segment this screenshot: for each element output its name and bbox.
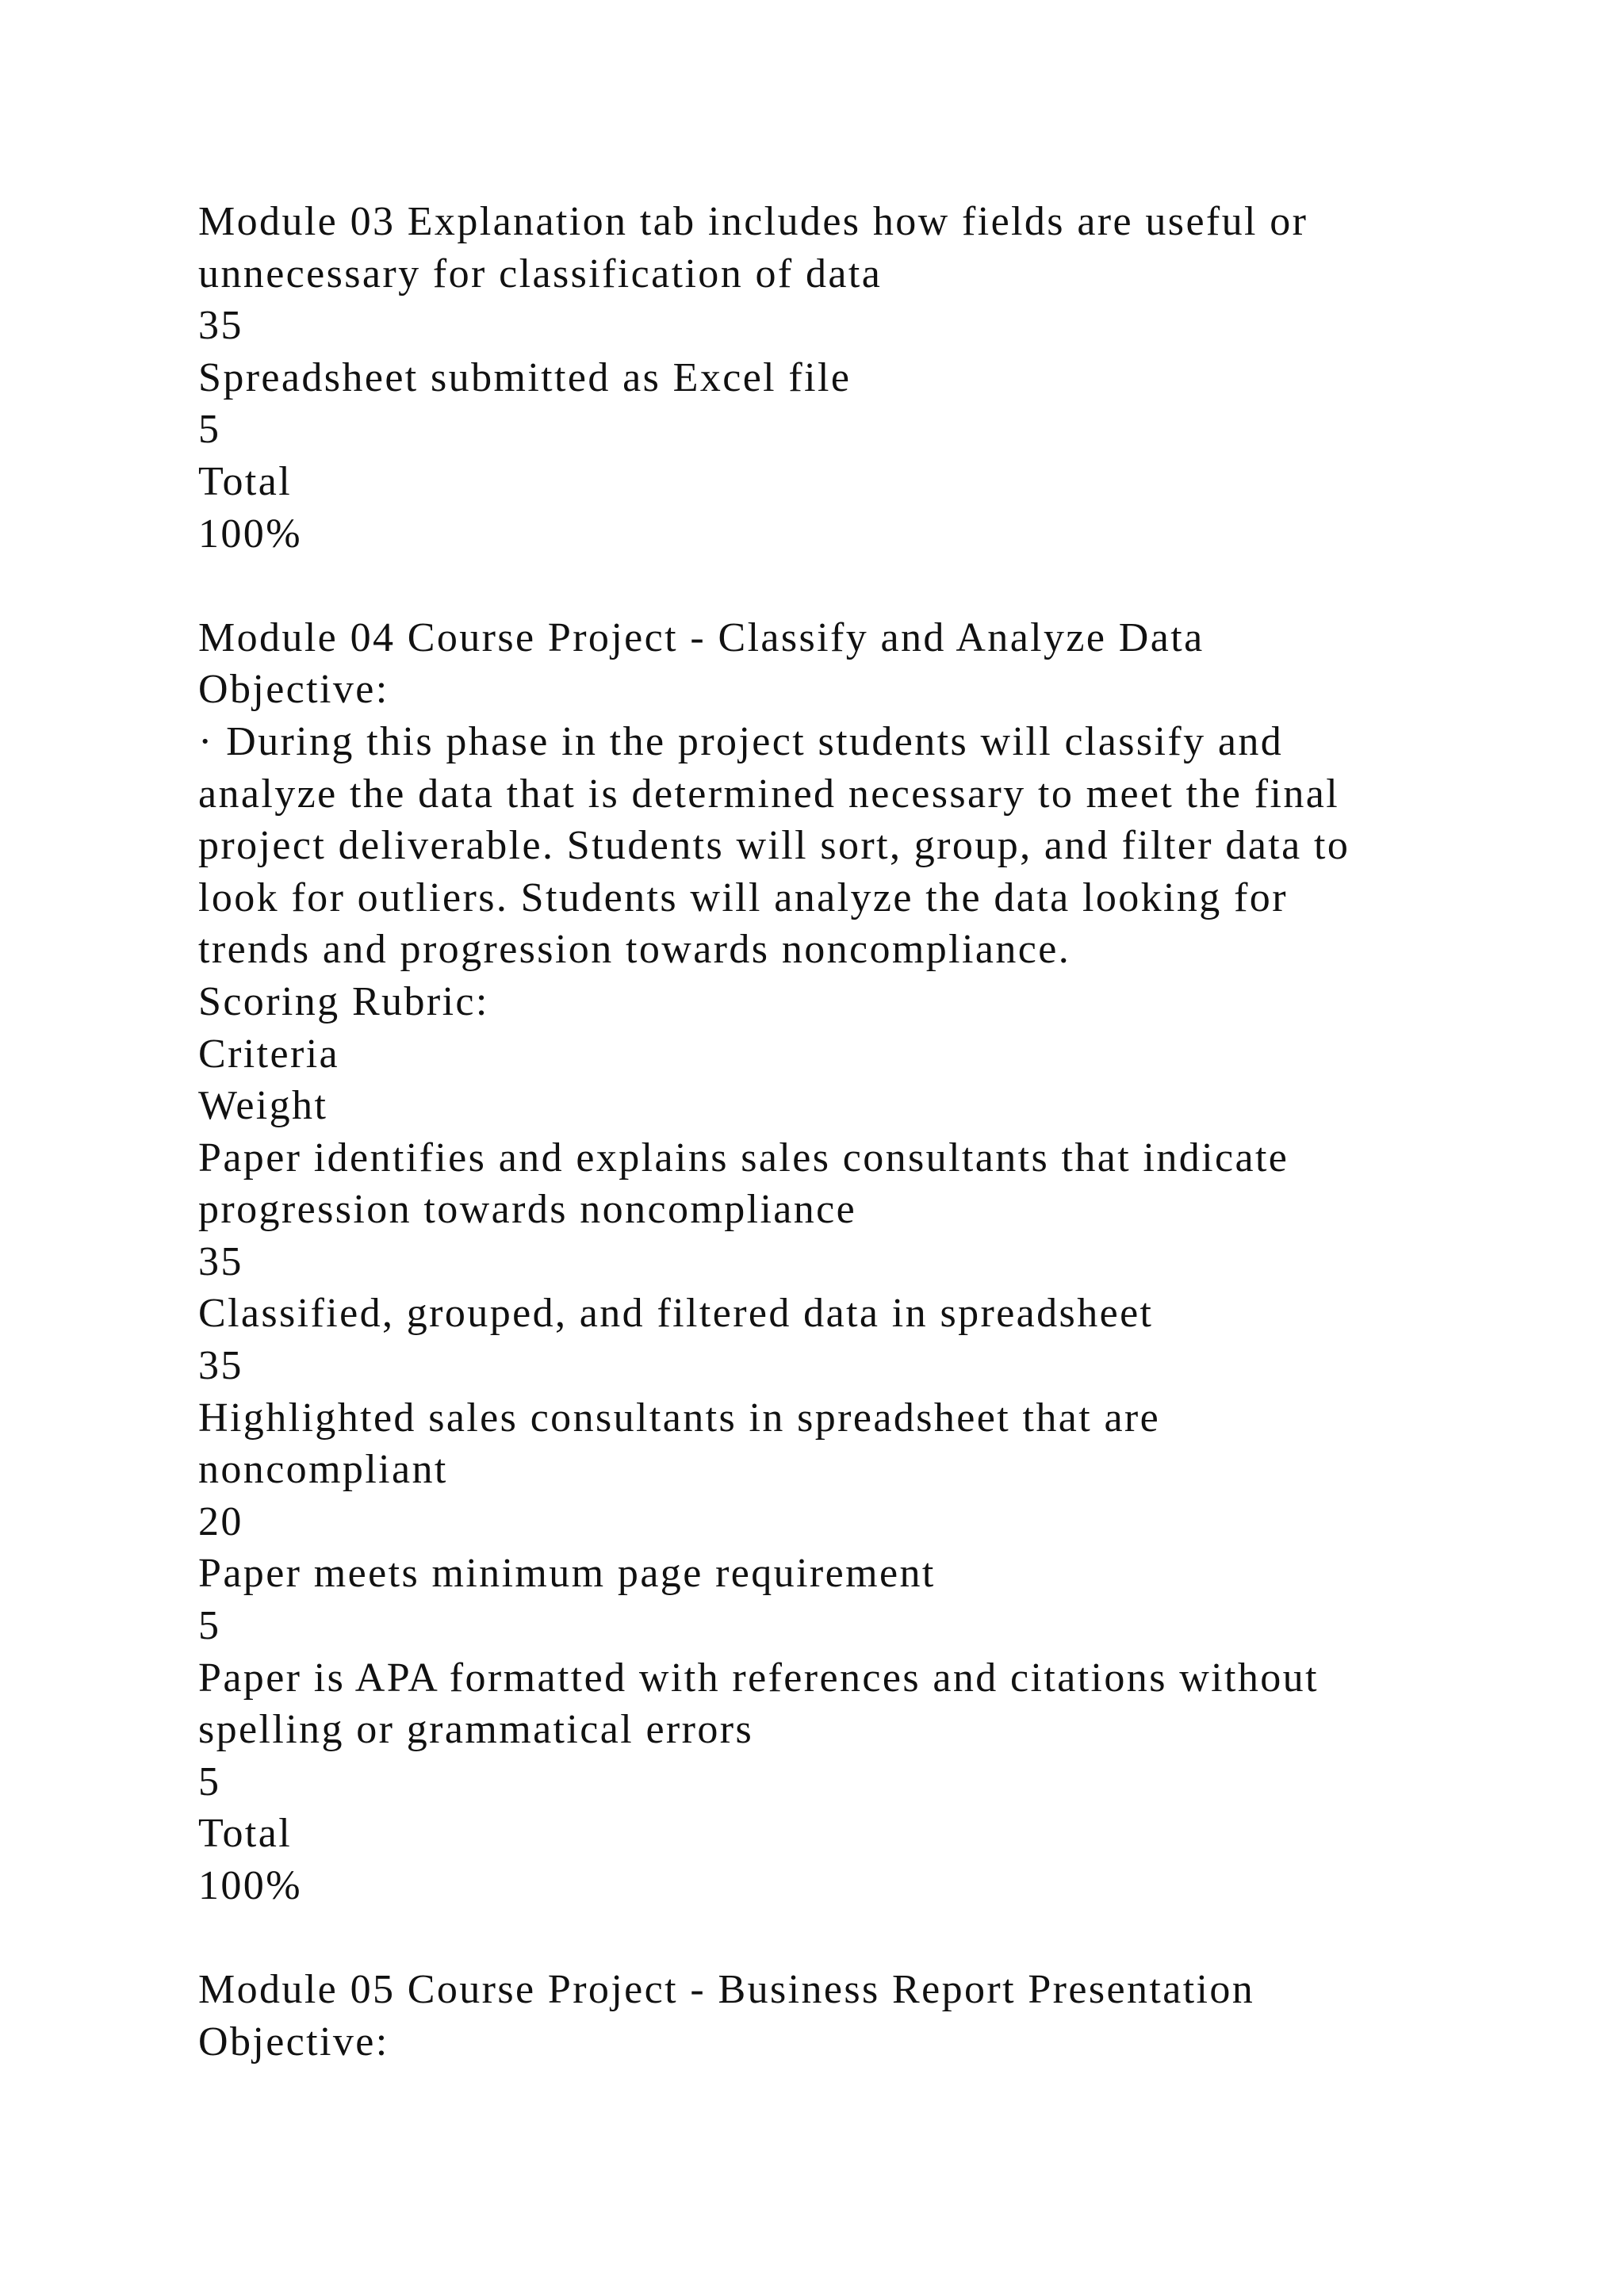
rubric-criterion: noncompliant: [198, 1447, 448, 1493]
module05-section: [198, 1964, 1435, 2068]
rubric-criterion: spelling or grammatical errors: [198, 1707, 754, 1753]
rubric-weight: 35: [198, 1343, 243, 1389]
rubric-criterion: Module 03 Explanation tab includes how fields are useful or: [198, 199, 1308, 244]
rubric-weight: 5: [198, 407, 221, 453]
rubric-weight: 35: [198, 1238, 243, 1284]
rubric-criterion: unnecessary for classification of data: [198, 251, 883, 297]
total-value: 100%: [198, 511, 302, 557]
rubric-weight: 35: [198, 303, 243, 349]
rubric-criterion: Paper meets minimum page requirement: [198, 1551, 936, 1597]
objective-text: look for outliers. Students will analyze the data looking for: [198, 874, 1288, 920]
objective-label: Objective:: [198, 2019, 389, 2064]
weight-header: Weight: [198, 1083, 328, 1129]
total-value: 100%: [198, 1863, 302, 1908]
objective-text: · During this phase in the project students will classify and: [198, 718, 1284, 764]
criteria-header: Criteria: [198, 1031, 340, 1077]
objective-label: Objective:: [198, 667, 389, 713]
total-label: Total: [198, 1811, 293, 1857]
paragraph-gap: [198, 560, 1435, 612]
objective-text: analyze the data that is determined necessary to meet the final: [198, 771, 1340, 817]
module03-section: [198, 196, 1435, 560]
rubric-weight: 5: [198, 1603, 221, 1649]
section-title: Module 04 Course Project - Classify and Analyze Data: [198, 614, 1205, 660]
rubric-criterion: Classified, grouped, and filtered data in spreadsheet: [198, 1291, 1154, 1337]
objective-text: project deliverable. Students will sort, group, and filter data to: [198, 823, 1350, 869]
rubric-criterion: Paper is APA formatted with references and citations without: [198, 1655, 1319, 1701]
rubric-criterion: progression towards noncompliance: [198, 1187, 857, 1233]
module04-section: [198, 612, 1435, 1912]
objective-text: trends and progression towards noncompliance.: [198, 927, 1071, 973]
section-title: Module 05 Course Project - Business Report Presentation: [198, 1967, 1255, 2013]
rubric-criterion: Paper identifies and explains sales consultants that indicate: [198, 1135, 1289, 1181]
rubric-criterion: Spreadsheet submitted as Excel file: [198, 354, 852, 400]
rubric-criterion: Highlighted sales consultants in spreadsheet that are: [198, 1395, 1161, 1441]
rubric-label: Scoring Rubric:: [198, 978, 489, 1024]
rubric-weight: 20: [198, 1498, 243, 1544]
document-body: [198, 196, 1435, 2068]
paragraph-gap: [198, 1912, 1435, 1965]
rubric-weight: 5: [198, 1758, 221, 1804]
total-label: Total: [198, 458, 293, 504]
